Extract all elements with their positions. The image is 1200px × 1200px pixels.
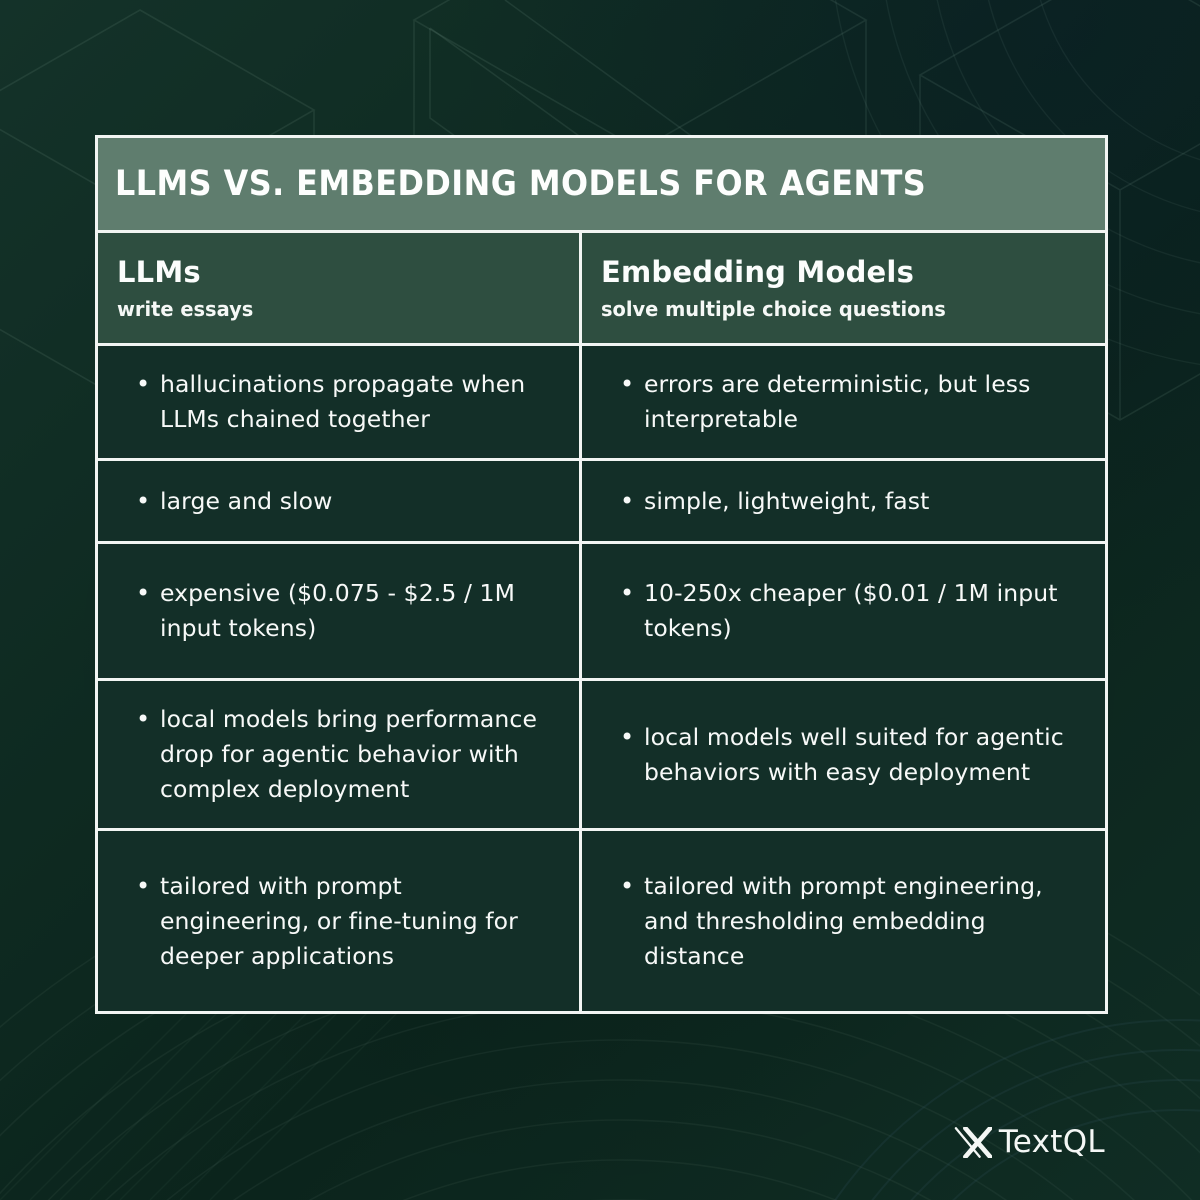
bullet-line [136, 702, 557, 807]
table-cell-llms-row3 [98, 544, 579, 678]
embedding-models-heading: Embedding Models [601, 255, 915, 289]
table-title-bar [98, 138, 1105, 230]
bullet-icon: • [136, 486, 151, 515]
textql-x-icon [954, 1127, 992, 1158]
bullet-line [136, 367, 557, 437]
cell-text: expensive ($0.075 - $2.5 / 1M input tokens) [160, 579, 515, 642]
bullet-icon: • [620, 871, 635, 900]
table-cell-embedding-row1 [582, 346, 1105, 458]
table-cell-embedding-row3 [582, 544, 1105, 678]
llms-heading: LLMs [117, 255, 201, 289]
bullet-line [620, 720, 1083, 790]
bullet-icon: • [620, 722, 635, 751]
table-title: LLMS VS. EMBEDDING MODELS FOR AGENTS [115, 164, 927, 204]
bullet-icon: • [136, 370, 151, 398]
bullet-icon: • [136, 871, 151, 900]
cell-text: simple, lightweight, fast [644, 486, 930, 515]
cell-text: local models bring performance drop for agentic behavior with complex deployment [160, 705, 538, 803]
cell-text: 10-250x cheaper ($0.01 / 1M input tokens) [644, 579, 1058, 642]
cell-text: tailored with prompt engineering, and thresholding embedding distance [644, 871, 1043, 970]
bullet-line [136, 484, 332, 519]
cell-text: local models well suited for agentic behaviors with easy deployment [644, 722, 1064, 786]
cell-text: tailored with prompt engineering, or fine-tuning for deeper applications [160, 871, 518, 970]
table-cell-llms-row2 [98, 461, 579, 541]
llms-tagline: write essays [117, 297, 254, 321]
table-cell-llms-row5 [98, 831, 579, 1011]
table-cell-llms-row1 [98, 346, 579, 458]
bullet-icon: • [620, 370, 635, 398]
cell-text: large and slow [160, 486, 333, 515]
textql-logo-text: TextQL [998, 1124, 1105, 1160]
bullet-icon: • [136, 705, 151, 733]
bullet-icon: • [620, 579, 635, 607]
comparison-table [95, 135, 1108, 1014]
bullet-line [136, 869, 557, 974]
cell-text: errors are deterministic, but less interpretable [644, 370, 1031, 433]
bullet-line [620, 576, 1083, 646]
bullet-line [620, 484, 929, 519]
table-cell-embedding-row4 [582, 681, 1105, 828]
bullet-line [620, 367, 1083, 437]
embedding-models-tagline: solve multiple choice questions [601, 297, 946, 321]
table-cell-embedding-row2 [582, 461, 1105, 541]
cell-text: hallucinations propagate when LLMs chained together [160, 370, 526, 433]
bullet-icon: • [620, 486, 635, 515]
bullet-icon: • [136, 579, 151, 607]
column-header-llms [98, 233, 579, 343]
column-header-embedding-models [582, 233, 1105, 343]
table-cell-embedding-row5 [582, 831, 1105, 1011]
bullet-line [136, 576, 557, 646]
bullet-line [620, 869, 1083, 974]
textql-logo [954, 1121, 1105, 1163]
table-cell-llms-row4 [98, 681, 579, 828]
